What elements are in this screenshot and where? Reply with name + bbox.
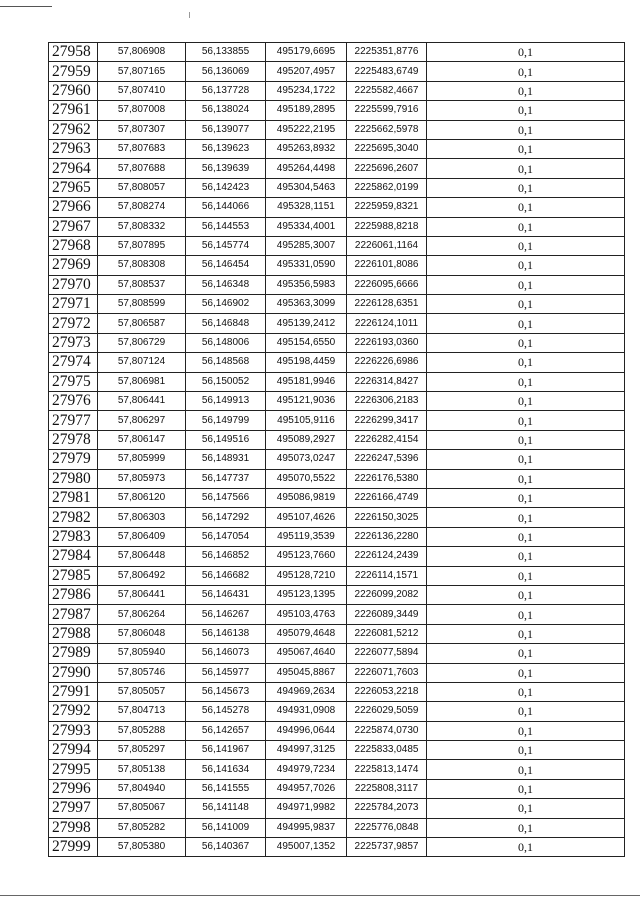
longitude-cell: 56,137728	[186, 81, 266, 100]
latitude-cell: 57,806120	[98, 488, 186, 507]
longitude-cell: 56,148006	[186, 333, 266, 352]
point-number: 27979	[49, 450, 98, 469]
table-row	[49, 236, 625, 255]
table-row	[49, 488, 625, 507]
longitude-cell: 56,144066	[186, 198, 266, 217]
longitude-cell: 56,141148	[186, 799, 266, 818]
table-row	[49, 779, 625, 798]
longitude-cell: 56,149799	[186, 411, 266, 430]
point-number: 27968	[49, 236, 98, 255]
x-coordinate-cell: 495103,4763	[266, 605, 347, 624]
x-coordinate-cell: 495304,5463	[266, 178, 347, 197]
x-coordinate-cell: 495128,7210	[266, 566, 347, 585]
accuracy-cell: 0,1	[427, 314, 625, 333]
accuracy-cell: 0,1	[427, 721, 625, 740]
table-row	[49, 585, 625, 604]
accuracy-cell: 0,1	[427, 178, 625, 197]
y-coordinate-cell: 2225662,5978	[347, 120, 427, 139]
point-number: 27986	[49, 585, 98, 604]
point-number: 27991	[49, 682, 98, 701]
y-coordinate-cell: 2226128,6351	[347, 295, 427, 314]
latitude-cell: 57,806587	[98, 314, 186, 333]
x-coordinate-cell: 495007,1352	[266, 838, 347, 857]
longitude-cell: 56,146848	[186, 314, 266, 333]
point-number: 27959	[49, 62, 98, 81]
longitude-cell: 56,150052	[186, 372, 266, 391]
y-coordinate-cell: 2226089,3449	[347, 605, 427, 624]
table-row	[49, 721, 625, 740]
y-coordinate-cell: 2225808,3117	[347, 779, 427, 798]
table-row	[49, 295, 625, 314]
longitude-cell: 56,145977	[186, 663, 266, 682]
latitude-cell: 57,807410	[98, 81, 186, 100]
accuracy-cell: 0,1	[427, 256, 625, 275]
y-coordinate-cell: 2226114,1571	[347, 566, 427, 585]
x-coordinate-cell: 495181,9946	[266, 372, 347, 391]
accuracy-cell: 0,1	[427, 217, 625, 236]
x-coordinate-cell: 495067,4640	[266, 644, 347, 663]
longitude-cell: 56,148568	[186, 353, 266, 372]
x-coordinate-cell: 495073,0247	[266, 450, 347, 469]
point-number: 27969	[49, 256, 98, 275]
y-coordinate-cell: 2225737,9857	[347, 838, 427, 857]
y-coordinate-cell: 2226095,6666	[347, 275, 427, 294]
y-coordinate-cell: 2226306,2183	[347, 392, 427, 411]
accuracy-cell: 0,1	[427, 469, 625, 488]
point-number: 27980	[49, 469, 98, 488]
table-row	[49, 682, 625, 701]
latitude-cell: 57,806048	[98, 624, 186, 643]
point-number: 27983	[49, 527, 98, 546]
x-coordinate-cell: 494957,7026	[266, 779, 347, 798]
point-number: 27984	[49, 547, 98, 566]
longitude-cell: 56,146454	[186, 256, 266, 275]
latitude-cell: 57,805288	[98, 721, 186, 740]
x-coordinate-cell: 495334,4001	[266, 217, 347, 236]
y-coordinate-cell: 2226193,0360	[347, 333, 427, 352]
table-row	[49, 333, 625, 352]
point-number: 27999	[49, 838, 98, 857]
table-body	[49, 43, 625, 857]
table-row	[49, 508, 625, 527]
latitude-cell: 57,808057	[98, 178, 186, 197]
y-coordinate-cell: 2226150,3025	[347, 508, 427, 527]
x-coordinate-cell: 494995,9837	[266, 818, 347, 837]
accuracy-cell: 0,1	[427, 741, 625, 760]
longitude-cell: 56,139077	[186, 120, 266, 139]
longitude-cell: 56,146902	[186, 295, 266, 314]
point-number: 27973	[49, 333, 98, 352]
table-row	[49, 624, 625, 643]
x-coordinate-cell: 495263,8932	[266, 139, 347, 158]
point-number: 27966	[49, 198, 98, 217]
longitude-cell: 56,147737	[186, 469, 266, 488]
point-number: 27982	[49, 508, 98, 527]
x-coordinate-cell: 494969,2634	[266, 682, 347, 701]
y-coordinate-cell: 2226124,1011	[347, 314, 427, 333]
accuracy-cell: 0,1	[427, 838, 625, 857]
point-number: 27987	[49, 605, 98, 624]
y-coordinate-cell: 2226226,6986	[347, 353, 427, 372]
latitude-cell: 57,807165	[98, 62, 186, 81]
latitude-cell: 57,807008	[98, 101, 186, 120]
bottom-scan-line	[0, 895, 640, 896]
accuracy-cell: 0,1	[427, 139, 625, 158]
accuracy-cell: 0,1	[427, 508, 625, 527]
point-number: 27996	[49, 779, 98, 798]
latitude-cell: 57,806441	[98, 585, 186, 604]
point-number: 27977	[49, 411, 98, 430]
x-coordinate-cell: 494996,0644	[266, 721, 347, 740]
y-coordinate-cell: 2226077,5894	[347, 644, 427, 663]
point-number: 27988	[49, 624, 98, 643]
x-coordinate-cell: 495207,4957	[266, 62, 347, 81]
latitude-cell: 57,807688	[98, 159, 186, 178]
x-coordinate-cell: 495107,4626	[266, 508, 347, 527]
x-coordinate-cell: 495264,4498	[266, 159, 347, 178]
y-coordinate-cell: 2225959,8321	[347, 198, 427, 217]
y-coordinate-cell: 2226061,1164	[347, 236, 427, 255]
x-coordinate-cell: 495154,6550	[266, 333, 347, 352]
top-scan-line	[0, 6, 52, 7]
point-number: 27993	[49, 721, 98, 740]
point-number: 27961	[49, 101, 98, 120]
longitude-cell: 56,142657	[186, 721, 266, 740]
accuracy-cell: 0,1	[427, 450, 625, 469]
table-row	[49, 411, 625, 430]
longitude-cell: 56,146682	[186, 566, 266, 585]
accuracy-cell: 0,1	[427, 779, 625, 798]
x-coordinate-cell: 495328,1151	[266, 198, 347, 217]
table-row	[49, 605, 625, 624]
accuracy-cell: 0,1	[427, 566, 625, 585]
accuracy-cell: 0,1	[427, 799, 625, 818]
accuracy-cell: 0,1	[427, 411, 625, 430]
x-coordinate-cell: 495045,8867	[266, 663, 347, 682]
latitude-cell: 57,807683	[98, 139, 186, 158]
y-coordinate-cell: 2226314,8427	[347, 372, 427, 391]
point-number: 27989	[49, 644, 98, 663]
latitude-cell: 57,806409	[98, 527, 186, 546]
point-number: 27967	[49, 217, 98, 236]
y-coordinate-cell: 2226282,4154	[347, 430, 427, 449]
x-coordinate-cell: 495331,0590	[266, 256, 347, 275]
coordinates-table	[48, 42, 625, 857]
longitude-cell: 56,147566	[186, 488, 266, 507]
longitude-cell: 56,140367	[186, 838, 266, 857]
point-number: 27972	[49, 314, 98, 333]
table-row	[49, 353, 625, 372]
y-coordinate-cell: 2225695,3040	[347, 139, 427, 158]
longitude-cell: 56,141555	[186, 779, 266, 798]
latitude-cell: 57,806297	[98, 411, 186, 430]
x-coordinate-cell: 495285,3007	[266, 236, 347, 255]
longitude-cell: 56,148931	[186, 450, 266, 469]
accuracy-cell: 0,1	[427, 430, 625, 449]
table-row	[49, 469, 625, 488]
accuracy-cell: 0,1	[427, 43, 625, 62]
latitude-cell: 57,805297	[98, 741, 186, 760]
x-coordinate-cell: 495179,6695	[266, 43, 347, 62]
y-coordinate-cell: 2226166,4749	[347, 488, 427, 507]
point-number: 27976	[49, 392, 98, 411]
y-coordinate-cell: 2226081,5212	[347, 624, 427, 643]
longitude-cell: 56,139623	[186, 139, 266, 158]
latitude-cell: 57,806147	[98, 430, 186, 449]
y-coordinate-cell: 2226071,7603	[347, 663, 427, 682]
latitude-cell: 57,808537	[98, 275, 186, 294]
longitude-cell: 56,147054	[186, 527, 266, 546]
y-coordinate-cell: 2225599,7916	[347, 101, 427, 120]
x-coordinate-cell: 495105,9116	[266, 411, 347, 430]
accuracy-cell: 0,1	[427, 682, 625, 701]
point-number: 27978	[49, 430, 98, 449]
y-coordinate-cell: 2225483,6749	[347, 62, 427, 81]
latitude-cell: 57,807124	[98, 353, 186, 372]
x-coordinate-cell: 495070,5522	[266, 469, 347, 488]
table-row	[49, 663, 625, 682]
point-number: 27985	[49, 566, 98, 585]
y-coordinate-cell: 2226136,2280	[347, 527, 427, 546]
longitude-cell: 56,136069	[186, 62, 266, 81]
y-coordinate-cell: 2225988,8218	[347, 217, 427, 236]
accuracy-cell: 0,1	[427, 62, 625, 81]
table-row	[49, 430, 625, 449]
longitude-cell: 56,146431	[186, 585, 266, 604]
y-coordinate-cell: 2226053,2218	[347, 682, 427, 701]
x-coordinate-cell: 495234,1722	[266, 81, 347, 100]
longitude-cell: 56,141967	[186, 741, 266, 760]
latitude-cell: 57,805067	[98, 799, 186, 818]
x-coordinate-cell: 495356,5983	[266, 275, 347, 294]
longitude-cell: 56,146073	[186, 644, 266, 663]
x-coordinate-cell: 495222,2195	[266, 120, 347, 139]
latitude-cell: 57,806492	[98, 566, 186, 585]
latitude-cell: 57,805940	[98, 644, 186, 663]
longitude-cell: 56,145673	[186, 682, 266, 701]
latitude-cell: 57,806448	[98, 547, 186, 566]
table-row	[49, 256, 625, 275]
table-row	[49, 120, 625, 139]
latitude-cell: 57,808332	[98, 217, 186, 236]
x-coordinate-cell: 494997,3125	[266, 741, 347, 760]
y-coordinate-cell: 2226247,5396	[347, 450, 427, 469]
point-number: 27992	[49, 702, 98, 721]
accuracy-cell: 0,1	[427, 333, 625, 352]
latitude-cell: 57,805282	[98, 818, 186, 837]
latitude-cell: 57,806303	[98, 508, 186, 527]
x-coordinate-cell: 495363,3099	[266, 295, 347, 314]
table-row	[49, 217, 625, 236]
accuracy-cell: 0,1	[427, 392, 625, 411]
point-number: 27963	[49, 139, 98, 158]
latitude-cell: 57,807895	[98, 236, 186, 255]
latitude-cell: 57,806729	[98, 333, 186, 352]
y-coordinate-cell: 2225874,0730	[347, 721, 427, 740]
longitude-cell: 56,147292	[186, 508, 266, 527]
x-coordinate-cell: 495119,3539	[266, 527, 347, 546]
table-row	[49, 198, 625, 217]
scan-mark	[189, 12, 190, 18]
point-number: 27995	[49, 760, 98, 779]
latitude-cell: 57,805746	[98, 663, 186, 682]
x-coordinate-cell: 495079,4648	[266, 624, 347, 643]
table-row	[49, 760, 625, 779]
longitude-cell: 56,146267	[186, 605, 266, 624]
table-row	[49, 275, 625, 294]
point-number: 27997	[49, 799, 98, 818]
table-row	[49, 741, 625, 760]
latitude-cell: 57,804940	[98, 779, 186, 798]
x-coordinate-cell: 495198,4459	[266, 353, 347, 372]
point-number: 27981	[49, 488, 98, 507]
accuracy-cell: 0,1	[427, 605, 625, 624]
point-number: 27975	[49, 372, 98, 391]
accuracy-cell: 0,1	[427, 547, 625, 566]
latitude-cell: 57,806908	[98, 43, 186, 62]
latitude-cell: 57,806264	[98, 605, 186, 624]
x-coordinate-cell: 495086,9819	[266, 488, 347, 507]
accuracy-cell: 0,1	[427, 702, 625, 721]
latitude-cell: 57,805999	[98, 450, 186, 469]
x-coordinate-cell: 495123,7660	[266, 547, 347, 566]
longitude-cell: 56,146348	[186, 275, 266, 294]
point-number: 27964	[49, 159, 98, 178]
longitude-cell: 56,145774	[186, 236, 266, 255]
point-number: 27965	[49, 178, 98, 197]
y-coordinate-cell: 2226176,5380	[347, 469, 427, 488]
x-coordinate-cell: 495139,2412	[266, 314, 347, 333]
point-number: 27994	[49, 741, 98, 760]
accuracy-cell: 0,1	[427, 527, 625, 546]
latitude-cell: 57,808308	[98, 256, 186, 275]
table-row	[49, 392, 625, 411]
table-row	[49, 62, 625, 81]
latitude-cell: 57,805057	[98, 682, 186, 701]
table-row	[49, 101, 625, 120]
y-coordinate-cell: 2225813,1474	[347, 760, 427, 779]
longitude-cell: 56,141634	[186, 760, 266, 779]
y-coordinate-cell: 2225582,4667	[347, 81, 427, 100]
point-number: 27990	[49, 663, 98, 682]
table-row	[49, 81, 625, 100]
point-number: 27958	[49, 43, 98, 62]
y-coordinate-cell: 2225351,8776	[347, 43, 427, 62]
longitude-cell: 56,149913	[186, 392, 266, 411]
longitude-cell: 56,139639	[186, 159, 266, 178]
accuracy-cell: 0,1	[427, 295, 625, 314]
accuracy-cell: 0,1	[427, 818, 625, 837]
y-coordinate-cell: 2225776,0848	[347, 818, 427, 837]
table-row	[49, 702, 625, 721]
table-row	[49, 372, 625, 391]
point-number: 27960	[49, 81, 98, 100]
table-row	[49, 644, 625, 663]
latitude-cell: 57,805380	[98, 838, 186, 857]
longitude-cell: 56,146138	[186, 624, 266, 643]
table-row	[49, 43, 625, 62]
accuracy-cell: 0,1	[427, 159, 625, 178]
table-row	[49, 547, 625, 566]
table-row	[49, 818, 625, 837]
point-number: 27974	[49, 353, 98, 372]
accuracy-cell: 0,1	[427, 644, 625, 663]
longitude-cell: 56,149516	[186, 430, 266, 449]
y-coordinate-cell: 2226101,8086	[347, 256, 427, 275]
latitude-cell: 57,808274	[98, 198, 186, 217]
y-coordinate-cell: 2225833,0485	[347, 741, 427, 760]
table-row	[49, 450, 625, 469]
latitude-cell: 57,807307	[98, 120, 186, 139]
accuracy-cell: 0,1	[427, 488, 625, 507]
accuracy-cell: 0,1	[427, 81, 625, 100]
accuracy-cell: 0,1	[427, 760, 625, 779]
table-row	[49, 314, 625, 333]
accuracy-cell: 0,1	[427, 353, 625, 372]
longitude-cell: 56,141009	[186, 818, 266, 837]
y-coordinate-cell: 2225784,2073	[347, 799, 427, 818]
point-number: 27998	[49, 818, 98, 837]
accuracy-cell: 0,1	[427, 624, 625, 643]
latitude-cell: 57,804713	[98, 702, 186, 721]
y-coordinate-cell: 2225696,2607	[347, 159, 427, 178]
accuracy-cell: 0,1	[427, 101, 625, 120]
table-row	[49, 566, 625, 585]
x-coordinate-cell: 494931,0908	[266, 702, 347, 721]
table-row	[49, 159, 625, 178]
accuracy-cell: 0,1	[427, 372, 625, 391]
point-number: 27962	[49, 120, 98, 139]
latitude-cell: 57,805973	[98, 469, 186, 488]
latitude-cell: 57,806981	[98, 372, 186, 391]
accuracy-cell: 0,1	[427, 275, 625, 294]
table-row	[49, 799, 625, 818]
point-number: 27971	[49, 295, 98, 314]
accuracy-cell: 0,1	[427, 236, 625, 255]
x-coordinate-cell: 494979,7234	[266, 760, 347, 779]
longitude-cell: 56,146852	[186, 547, 266, 566]
table-row	[49, 838, 625, 857]
y-coordinate-cell: 2226099,2082	[347, 585, 427, 604]
x-coordinate-cell: 495089,2927	[266, 430, 347, 449]
y-coordinate-cell: 2226124,2439	[347, 547, 427, 566]
table-row	[49, 139, 625, 158]
y-coordinate-cell: 2225862,0199	[347, 178, 427, 197]
accuracy-cell: 0,1	[427, 663, 625, 682]
accuracy-cell: 0,1	[427, 585, 625, 604]
latitude-cell: 57,806441	[98, 392, 186, 411]
longitude-cell: 56,142423	[186, 178, 266, 197]
longitude-cell: 56,133855	[186, 43, 266, 62]
y-coordinate-cell: 2226029,5059	[347, 702, 427, 721]
x-coordinate-cell: 495123,1395	[266, 585, 347, 604]
longitude-cell: 56,138024	[186, 101, 266, 120]
point-number: 27970	[49, 275, 98, 294]
x-coordinate-cell: 495189,2895	[266, 101, 347, 120]
longitude-cell: 56,144553	[186, 217, 266, 236]
x-coordinate-cell: 495121,9036	[266, 392, 347, 411]
table-row	[49, 178, 625, 197]
accuracy-cell: 0,1	[427, 120, 625, 139]
table-row	[49, 527, 625, 546]
longitude-cell: 56,145278	[186, 702, 266, 721]
accuracy-cell: 0,1	[427, 198, 625, 217]
x-coordinate-cell: 494971,9982	[266, 799, 347, 818]
y-coordinate-cell: 2226299,3417	[347, 411, 427, 430]
latitude-cell: 57,805138	[98, 760, 186, 779]
latitude-cell: 57,808599	[98, 295, 186, 314]
